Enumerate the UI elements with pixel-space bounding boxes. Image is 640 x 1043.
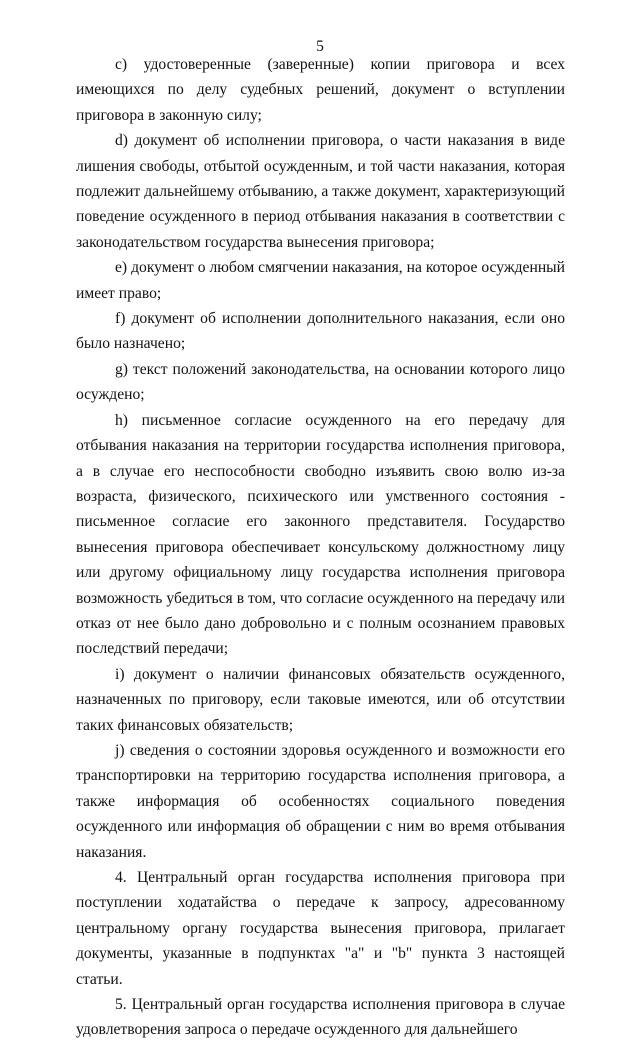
paragraph-c: c) удостоверенные (заверенные) копии приговора и всех имеющихся по делу судебных решений, документ о вступлении приговора в законную силу; xyxy=(76,56,565,124)
paragraph-h: h) письменное согласие осужденного на его передачу для отбывания наказания на территории государства исполнения приговора, а в случае его неспособности свободно изъявить свою волю из-за возраста, физического, психического или умственного состояния - письменное согласие его законного представителя. Государство вынесения приговора обеспечивает консульскому должностному лицу или другому официальному лицу государства исполнения приговора возможность убедиться в том, что согласие осужденного на передачу или отказ от нее было дано добровольно и с полным осознанием правовых последствий передачи; xyxy=(76,411,565,658)
paragraph-5: 5. Центральный орган государства исполнения приговора в случае удовлетворения запроса о передаче осужденного для дальнейшего xyxy=(76,996,565,1039)
page-number: 5 xyxy=(316,38,324,55)
paragraph-4: 4. Центральный орган государства исполнения приговора при поступлении ходатайства о передаче к запросу, адресованному центральному органу государства вынесения приговора, прилагает документы, указанные в подпунктах "a" и "b" пункта 3 настоящей статьи. xyxy=(76,869,565,988)
paragraph-i: i) документ о наличии финансовых обязательств осужденного, назначенных по приговору, если таковые имеются, или об отсутствии таких финансовых обязательств; xyxy=(76,665,565,734)
paragraph-f: f) документ об исполнении дополнительного наказания, если оно было назначено; xyxy=(76,310,565,353)
document-body xyxy=(76,52,565,1043)
paragraph-g: g) текст положений законодательства, на основании которого лицо осуждено; xyxy=(76,360,565,404)
paragraph-d: d) документ об исполнении приговора, о части наказания в виде лишения свободы, отбытой осужденным, и той части наказания, которая подлежит дальнейшему отбыванию, а также документ, характеризующий поведение осужденного в период отбывания наказания в соответствии с законодательством государства вынесения приговора; xyxy=(76,132,565,251)
paragraph-j: j) сведения о состоянии здоровья осужденного и возможности его транспортировки на территорию государства исполнения приговора, а также информация об особенностях социального поведения осужденного или информация об обращении с ним во время отбывания наказания. xyxy=(76,741,565,861)
paragraph-e: e) документ о любом смягчении наказания, на которое осужденный имеет право; xyxy=(76,259,565,302)
